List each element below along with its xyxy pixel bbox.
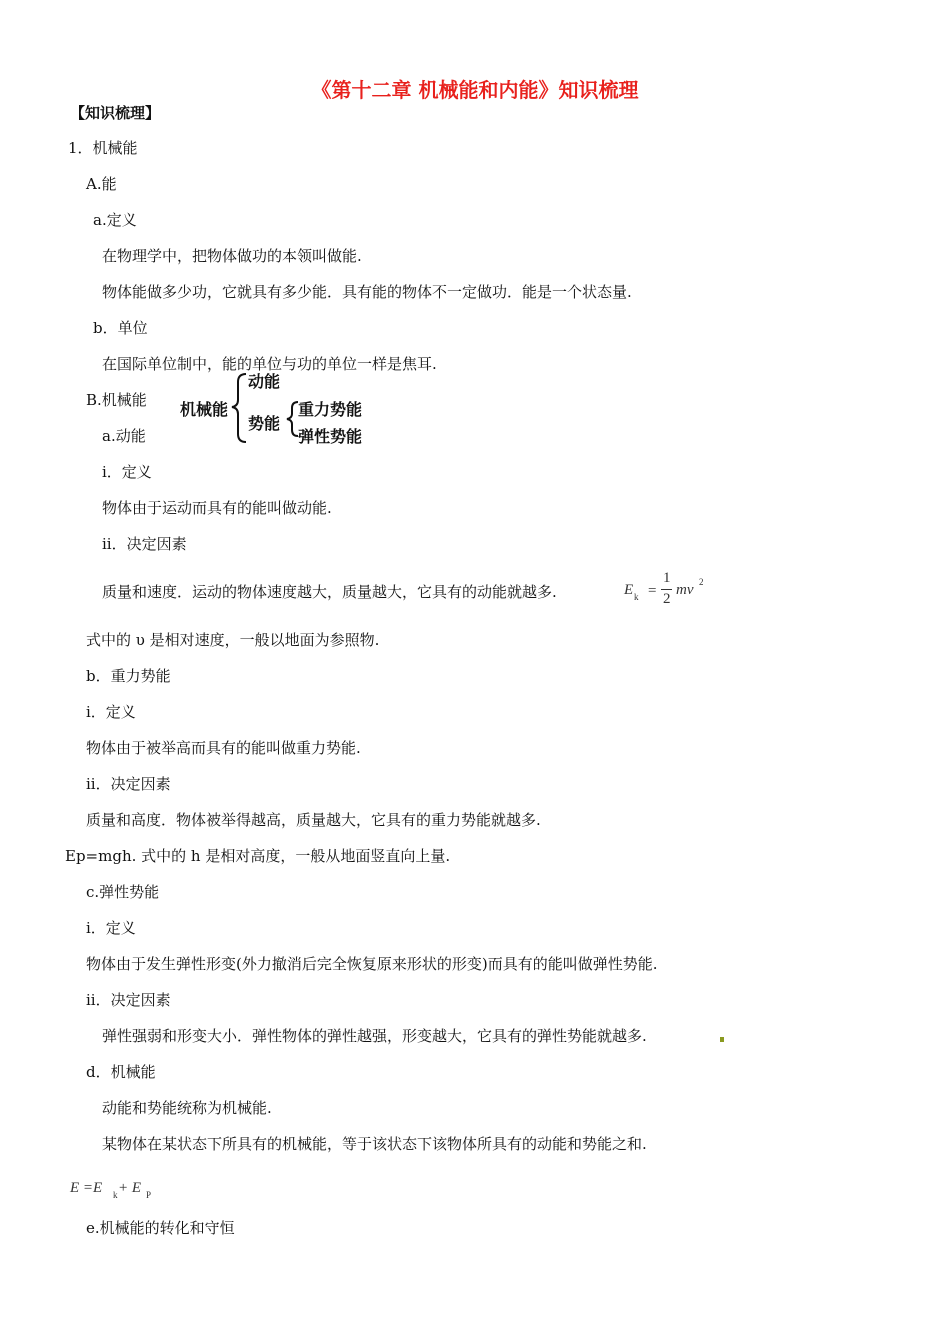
section-heading: 【知识梳理】 bbox=[70, 104, 161, 122]
fraction-bar bbox=[661, 589, 672, 590]
text-kinetic-factors: 质量和速度．运动的物体速度越大，质量越大，它具有的动能就越多. bbox=[102, 583, 557, 601]
fraction-numerator: 1 bbox=[663, 570, 671, 586]
text-mechanical-sum: 动能和势能统称为机械能. bbox=[102, 1099, 272, 1117]
diagram-gravitational: 重力势能 bbox=[298, 400, 363, 419]
heading-conservation: e.机械能的转化和守恒 bbox=[86, 1219, 235, 1237]
heading-unit: b．单位 bbox=[93, 319, 148, 337]
text-ep-formula: Ep=mgh. 式中的 h 是相对高度，一般从地面竖直向上量. bbox=[65, 847, 451, 865]
ek-equals: = bbox=[648, 583, 657, 599]
page-title: 《第十二章 机械能和内能》知识梳理 bbox=[311, 78, 639, 102]
heading-mechanical: d．机械能 bbox=[86, 1063, 156, 1081]
heading-gravitational: b．重力势能 bbox=[86, 667, 171, 685]
ek-subscript: k bbox=[634, 592, 639, 602]
heading-elastic: c.弹性势能 bbox=[86, 883, 160, 901]
heading-gravitational-def: i．定义 bbox=[86, 703, 136, 721]
text-gravitational-definition: 物体由于被举高而具有的能叫做重力势能. bbox=[86, 739, 361, 757]
text-mechanical-state: 某物体在某状态下所具有的机械能，等于该状态下该物体所具有的动能和势能之和. bbox=[102, 1135, 647, 1153]
heading-elastic-factors: ii．决定因素 bbox=[86, 991, 171, 1009]
diagram-kinetic: 动能 bbox=[248, 372, 281, 391]
e-sub-p: P bbox=[146, 1190, 152, 1200]
text-unit-joule: 在国际单位制中，能的单位与功的单位一样是焦耳. bbox=[102, 355, 437, 373]
heading-mechanical-energy: 1．机械能 bbox=[68, 139, 138, 157]
diagram-potential: 势能 bbox=[248, 414, 281, 433]
stray-mark bbox=[720, 1037, 724, 1042]
heading-kinetic-factors: ii．决定因素 bbox=[102, 535, 187, 553]
text-relative-velocity: 式中的 υ 是相对速度，一般以地面为参照物. bbox=[86, 631, 380, 649]
heading-energy: A.能 bbox=[86, 175, 117, 193]
text-kinetic-definition: 物体由于运动而具有的能叫做动能. bbox=[102, 499, 332, 517]
heading-kinetic-def: i．定义 bbox=[102, 463, 152, 481]
brace-left bbox=[232, 374, 246, 442]
e-plus: + E bbox=[118, 1180, 142, 1196]
heading-elastic-def: i．定义 bbox=[86, 919, 136, 937]
heading-definition: a.定义 bbox=[93, 211, 137, 229]
text-gravitational-factors: 质量和高度．物体被举得越高，质量越大，它具有的重力势能就越多. bbox=[86, 811, 541, 829]
diagram-elastic: 弹性势能 bbox=[298, 427, 363, 446]
brace-right bbox=[287, 402, 298, 436]
text-energy-state: 物体能做多少功，它就具有多少能．具有能的物体不一定做功．能是一个状态量. bbox=[102, 283, 632, 301]
text-elastic-definition: 物体由于发生弹性形变(外力撤消后完全恢复原来形状的形变)而具有的能叫做弹性势能. bbox=[86, 955, 658, 973]
diagram-root: 机械能 bbox=[180, 400, 229, 419]
ek-rhs: mv bbox=[676, 582, 694, 598]
heading-mechanical-energy-b: B.机械能 bbox=[86, 391, 147, 409]
heading-kinetic: a.动能 bbox=[102, 427, 146, 445]
text-energy-definition: 在物理学中，把物体做功的本领叫做能. bbox=[102, 247, 362, 265]
e-sub-k: k bbox=[113, 1190, 118, 1200]
fraction-denominator: 2 bbox=[663, 591, 671, 607]
text-elastic-factors: 弹性强弱和形变大小．弹性物体的弹性越强，形变越大，它具有的弹性势能就越多. bbox=[102, 1027, 647, 1045]
energy-classification-diagram bbox=[180, 370, 380, 450]
heading-gravitational-factors: ii．决定因素 bbox=[86, 775, 171, 793]
e-total: E =E bbox=[70, 1180, 103, 1196]
ek-superscript: 2 bbox=[699, 577, 704, 587]
ek-symbol: E bbox=[624, 582, 634, 598]
